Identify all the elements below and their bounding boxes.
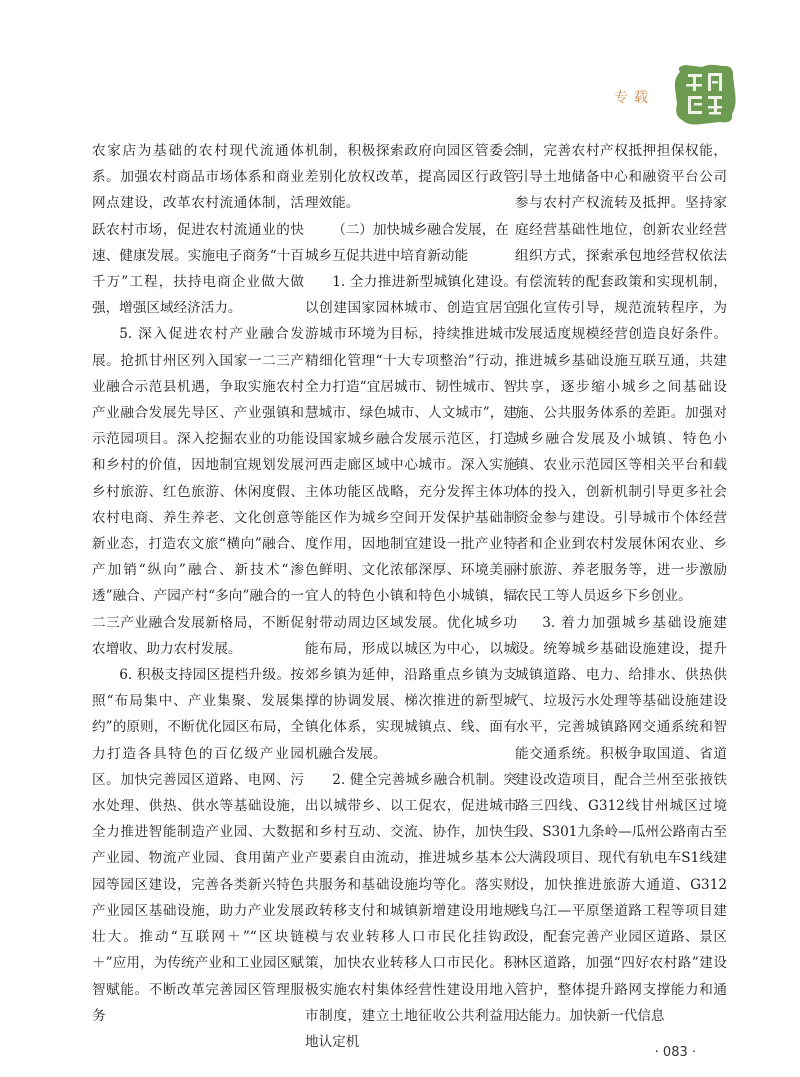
subheading: （二）加快城乡融合发展，在城乡互促共进中培育新动能 (305, 221, 509, 264)
text-column-3 (515, 138, 727, 1029)
paragraph: 6. 积极支持园区提档升级。按照“布局集中、产业集聚、发展集约”的原则，不断优化园区布局，全力打造各具特色的百亿级产业园区。加快完善园区道路、电网、污水处理、供热、供水等基础设施，全力推进智能制造产业园、大数据产业园、物流产业园、食用菌产业园等园区建设，完善各类新兴特色产业园区基础设施，助力产业发展壮大。推动“互联网＋”“区块链＋”应用，为传统产业和工业园区赋智赋能。不断改革完善园区管理服务 (92, 667, 304, 1024)
page-number: · 083 · (654, 1045, 696, 1060)
paragraph: 制，完善农村产权抵押担保权能，引导土地储备中心和融资平台公司参与农村产权流转及抵押。坚持家庭经营基础性地位，创新农业经营组织方式，探索承包地经营权依法有偿流转的配套政策和实现机制，强化宣传引导，规范流转程序，为发展适度规模经营创造良好条件。推进城乡基础设施互联互通，共建共享，逐步缩小城乡之间基础设施、公共服务体系的差距。加强对城乡融合发展及小城镇、特色小镇、农业示范园区等相关平台和载体的投入，创新机制引导更多社会资金参与建设。引导城市个体经营者和企业到农村发展休闲农业、乡村旅游、养老服务等，进一步激励农民工等人员返乡下乡创业。 (515, 143, 727, 605)
text-column-2 (305, 138, 517, 1055)
paragraph: 农家店为基础的农村现代流通体系。加强农村商品市场体系和商业网点建设，改革农村流通体制，活跃农村市场，促进农村流通业的快速、健康发展。实施电子商务“十百千万”工程，扶持电商企业做大做强，增强区域经济活力。 (92, 143, 304, 317)
paragraph: 3. 着力加强城乡基础设施建设。统筹城乡基础设施建设，提升城镇道路、电力、给排水、供热供气、垃圾污水处理等基础设施建设水平，完善城镇路网交通系统和智能交通系统。积极争取国道、省道建设改造项目，配合兰州至张掖铁路三四线、G312线甘州城区过境段、S301九条岭—瓜州公路南古至大满段项目、现代有轨电车S1线建设，加快推进旅游大通道、G312线乌江—平原堡道路工程等项目建设，配套完善产业园区道路、景区林区道路，加强“四好农村路”建设管护，整体提升路网支撑能力和通达能力。加快新一代信息 (515, 614, 727, 1024)
paragraph: 5. 深入促进农村产业融合发展。抢抓甘州区列入国家一二三产业融合示范县机遇，争取实施农村产业融合发展先导区、产业强镇和示范园项目。深入挖掘农业的功能和乡村的价值，因地制宜规划发展乡村旅游、红色旅游、休闲度假、农村电商、养生养老、文化创意等新业态，打造农文旅“横向”融合、产加销“纵向”融合、新技术“渗透”融合、产园产村“多向”融合的一二三产业融合发展新格局，不断促农增收、助力农村发展。 (92, 326, 304, 657)
text-column-1 (92, 138, 304, 1029)
green-seal-stamp-icon (672, 62, 738, 126)
paragraph: 1. 全力推进新型城镇化建设。以创建国家园林城市、创造宜居宜游城市环境为目标，持续推进城市精细化管理“十大专项整治”行动，全力打造“宜居城市、韧性城市、智慧城市、绿色城市、人文城市”，建设国家城乡融合发展示范区，打造河西走廊区域中心城市。深入实施主体功能区战略，充分发挥主体功能区作为城乡空间开发保护基础制度作用，因地制宜建设一批产业特色鲜明、文化浓郁深厚、环境美丽宜人的特色小镇和特色小城镇，辐射带动周边区域发展。优化城乡功能布局，形成以城区为中心，以城郊乡镇为延伸，沿路重点乡镇为支撑的协调发展、梯次推进的新型城镇化体系，实现城镇点、线、面有机融合发展。 (305, 274, 517, 762)
paragraph: 2. 健全完善城乡融合机制。突出以城带乡、以工促农，促进城市和乡村互动、交流、协作，加快生产要素自由流动，推进城乡基本公共服务和基础设施均等化。落实财政转移支付和城镇新增建设用地规模与农业转移人口市民化挂钩政策，加快农业转移人口市民化。积极实施农村集体经营性建设用地入市制度，建立土地征收公共利益用地认定机 (305, 771, 517, 1050)
paragraph: 机制，积极探索政府向园区管委会差别化放权改革，提高园区行政管理效能。 (305, 143, 517, 212)
section-label: 专载 (614, 90, 654, 106)
